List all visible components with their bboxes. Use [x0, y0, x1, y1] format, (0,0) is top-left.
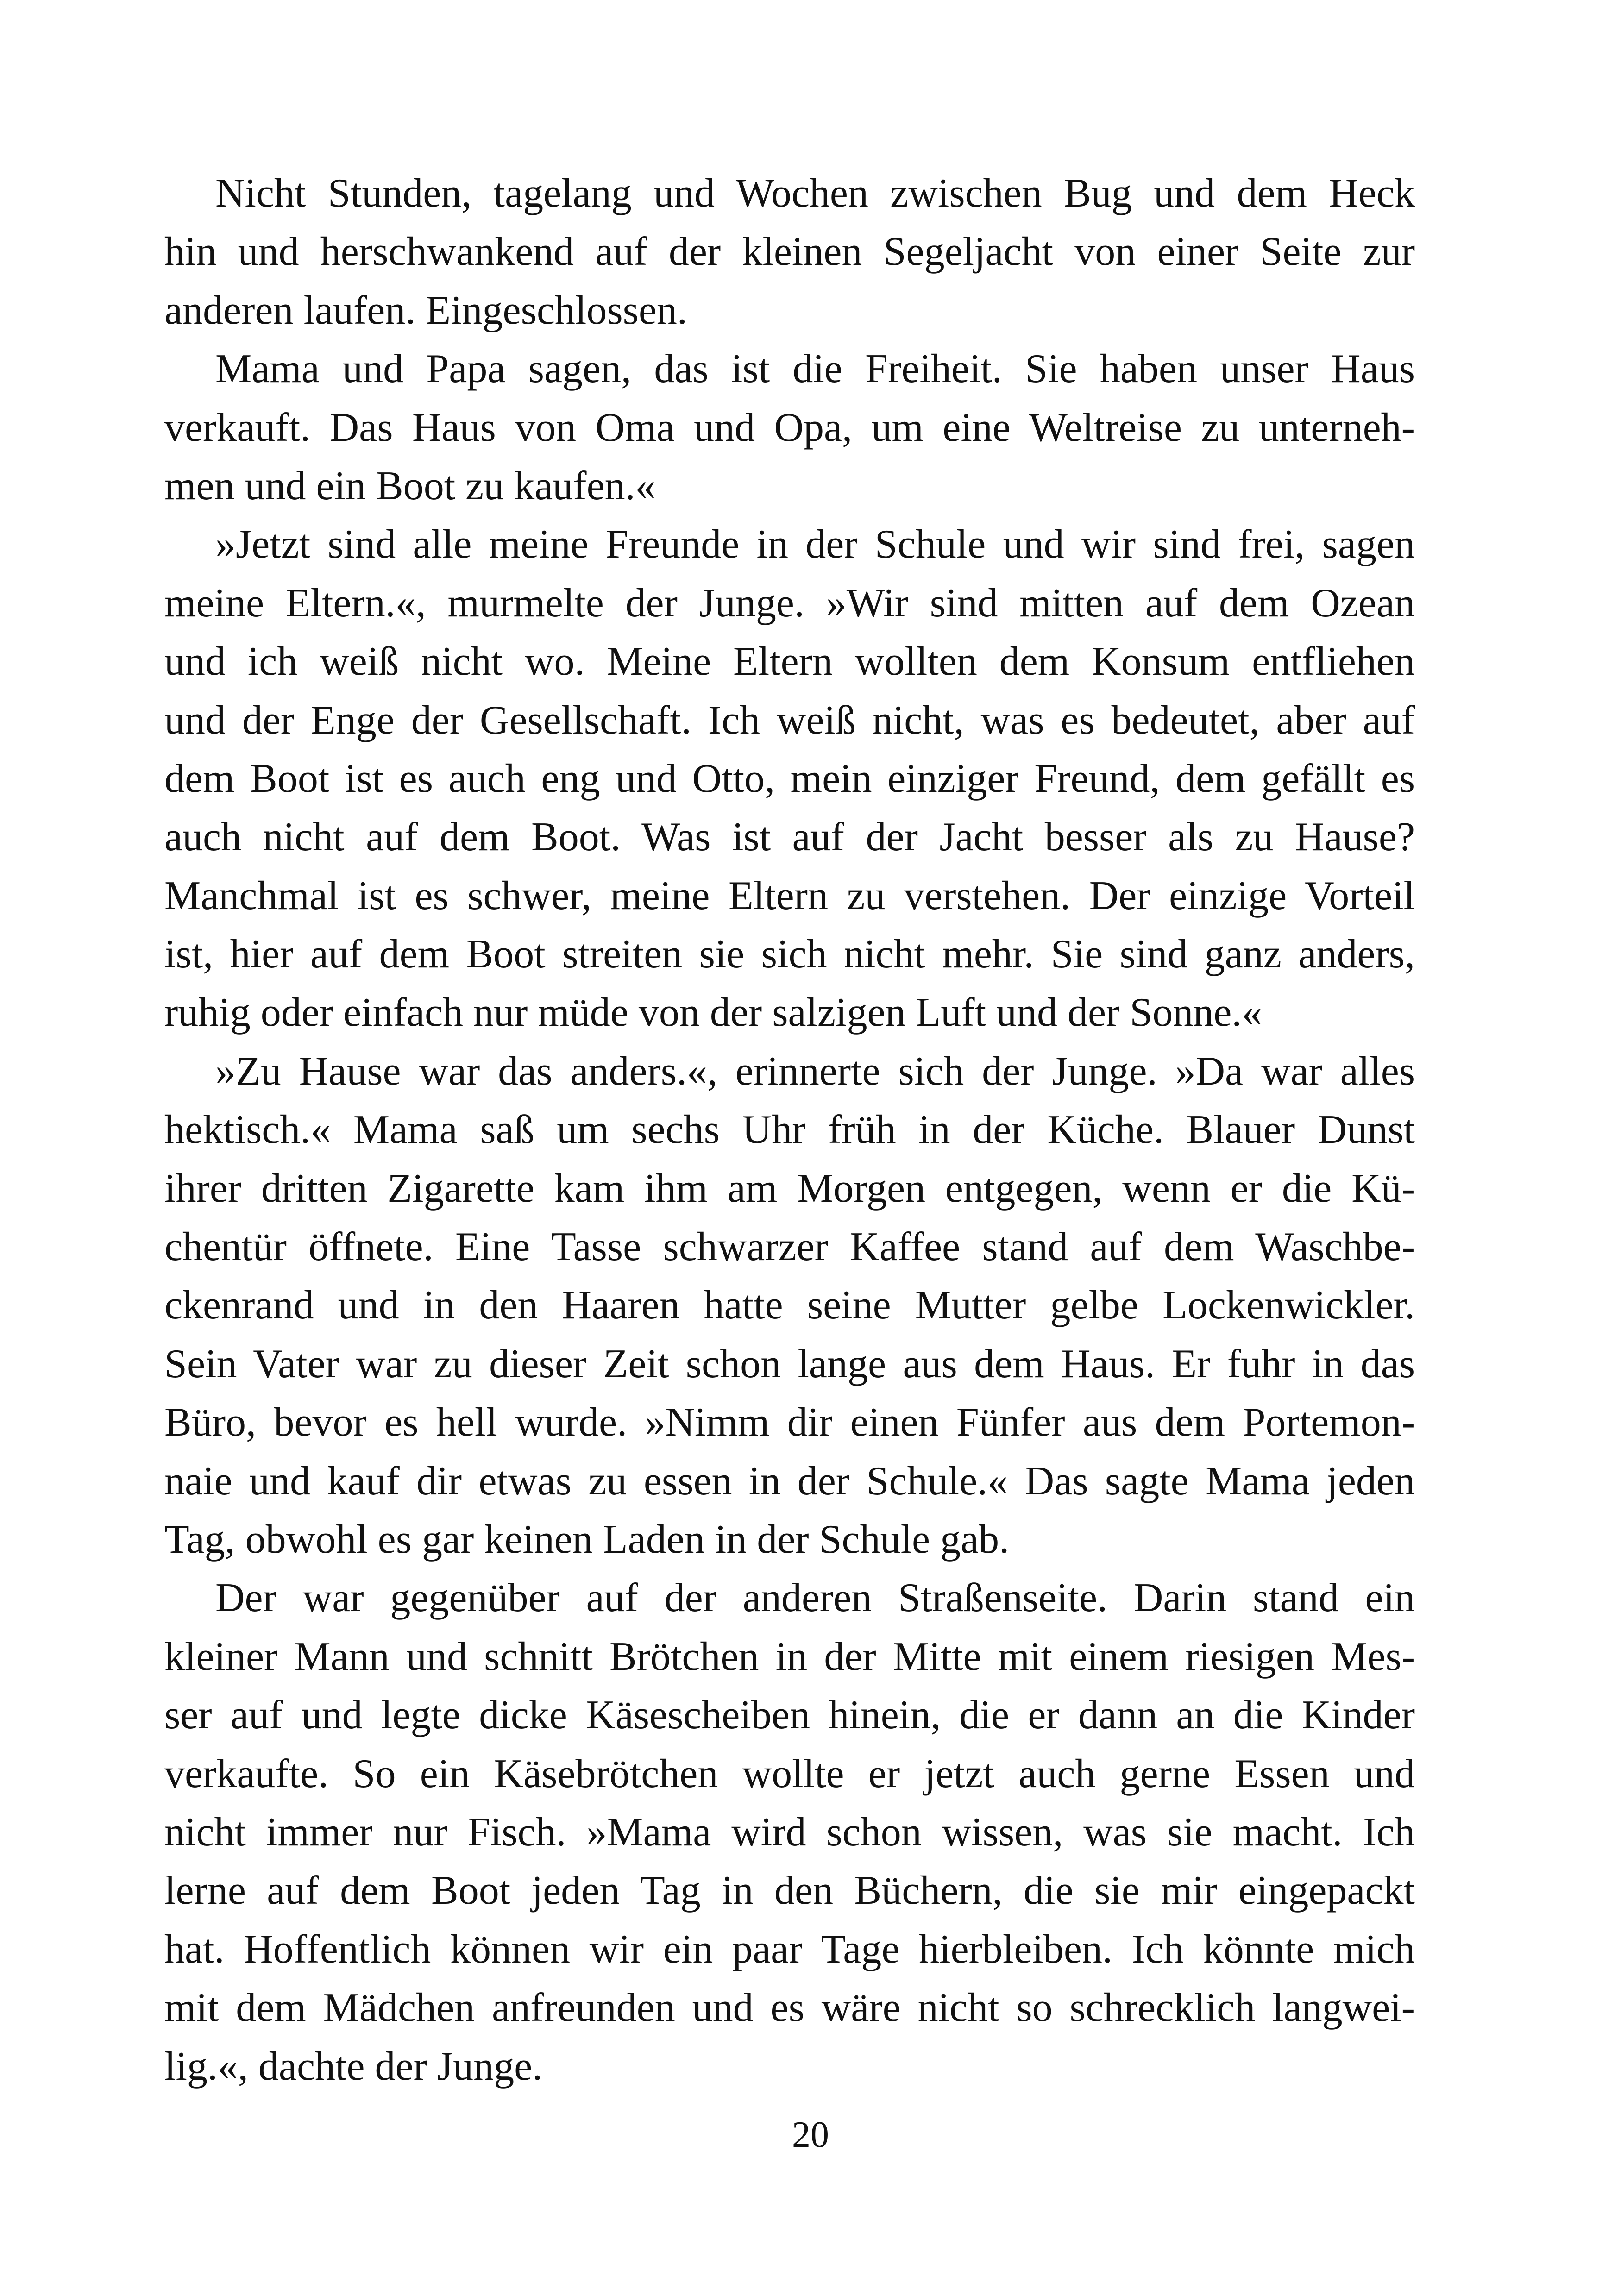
text-line: nicht immer nur Fisch. »Mama wird schon wissen, was sie macht. Ich	[164, 1809, 1415, 1855]
text-line: Der war gegenüber auf der anderen Straßenseite. Darin stand ein	[215, 1575, 1415, 1621]
paragraph	[164, 340, 1415, 515]
text-line: Sein Vater war zu dieser Zeit schon lange aus dem Haus. Er fuhr in das	[164, 1341, 1415, 1386]
text-line: lerne auf dem Boot jeden Tag in den Büchern, die sie mir eingepackt	[164, 1868, 1415, 1913]
text-line: kleiner Mann und schnitt Brötchen in der Mitte mit einem riesigen Mes-	[164, 1634, 1415, 1679]
paragraph	[164, 164, 1415, 340]
paragraph	[164, 1569, 1415, 2096]
text-line: »Zu Hause war das anders.«, erinnerte sich der Junge. »Da war alles	[215, 1048, 1415, 1094]
text-line: mit dem Mädchen anfreunden und es wäre nicht so schrecklich langwei-	[164, 1985, 1415, 2031]
text-line: verkauft. Das Haus von Oma und Opa, um eine Weltreise zu unterneh-	[164, 405, 1415, 450]
text-line: Nicht Stunden, tagelang und Wochen zwischen Bug und dem Heck	[215, 171, 1415, 216]
text-line: ist, hier auf dem Boot streiten sie sich nicht mehr. Sie sind ganz anders,	[164, 932, 1415, 977]
text-line: Tag, obwohl es gar keinen Laden in der Schule gab.	[164, 1517, 1010, 1562]
text-line: hat. Hoffentlich können wir ein paar Tage hierbleiben. Ich könnte mich	[164, 1926, 1415, 1972]
text-line: »Jetzt sind alle meine Freunde in der Schule und wir sind frei, sagen	[215, 522, 1415, 567]
text-line: dem Boot ist es auch eng und Otto, mein einziger Freund, dem gefällt es	[164, 756, 1415, 801]
text-line: Manchmal ist es schwer, meine Eltern zu verstehen. Der einzige Vorteil	[164, 873, 1415, 918]
text-line: auch nicht auf dem Boot. Was ist auf der Jacht besser als zu Hause?	[164, 815, 1415, 860]
text-line: lig.«, dachte der Junge.	[164, 2044, 543, 2089]
text-line: men und ein Boot zu kaufen.«	[164, 463, 656, 508]
text-line: Mama und Papa sagen, das ist die Freiheit. Sie haben unser Haus	[215, 346, 1415, 392]
text-line: chentür öffnete. Eine Tasse schwarzer Kaffee stand auf dem Waschbe-	[164, 1224, 1415, 1270]
text-line: verkaufte. So ein Käsebrötchen wollte er jetzt auch gerne Essen und	[164, 1751, 1415, 1796]
text-line: ckenrand und in den Haaren hatte seine Mutter gelbe Lockenwickler.	[164, 1283, 1415, 1328]
text-line: ihrer dritten Zigarette kam ihm am Morgen entgegen, wenn er die Kü-	[164, 1166, 1415, 1211]
text-line: hin und herschwankend auf der kleinen Segeljacht von einer Seite zur	[164, 229, 1415, 275]
paragraph	[164, 515, 1415, 1042]
text-line: und ich weiß nicht wo. Meine Eltern wollten dem Konsum entfliehen	[164, 639, 1415, 684]
text-line: ser auf und legte dicke Käsescheiben hinein, die er dann an die Kinder	[164, 1693, 1415, 1738]
text-line: hektisch.« Mama saß um sechs Uhr früh in der Küche. Blauer Dunst	[164, 1107, 1415, 1153]
text-line: und der Enge der Gesellschaft. Ich weiß nicht, was es bedeutet, aber auf	[164, 697, 1415, 743]
text-line: meine Eltern.«, murmelte der Junge. »Wir sind mitten auf dem Ozean	[164, 580, 1415, 626]
text-line: naie und kauf dir etwas zu essen in der Schule.« Das sagte Mama jeden	[164, 1458, 1415, 1504]
page-number: 20	[792, 2114, 829, 2155]
paragraph	[164, 1042, 1415, 1569]
body-text	[164, 164, 1415, 2096]
text-line: ruhig oder einfach nur müde von der salzigen Luft und der Sonne.«	[164, 990, 1263, 1035]
text-line: Büro, bevor es hell wurde. »Nimm dir einen Fünfer aus dem Portemon-	[164, 1400, 1415, 1445]
text-line: anderen laufen. Eingeschlossen.	[164, 288, 687, 333]
